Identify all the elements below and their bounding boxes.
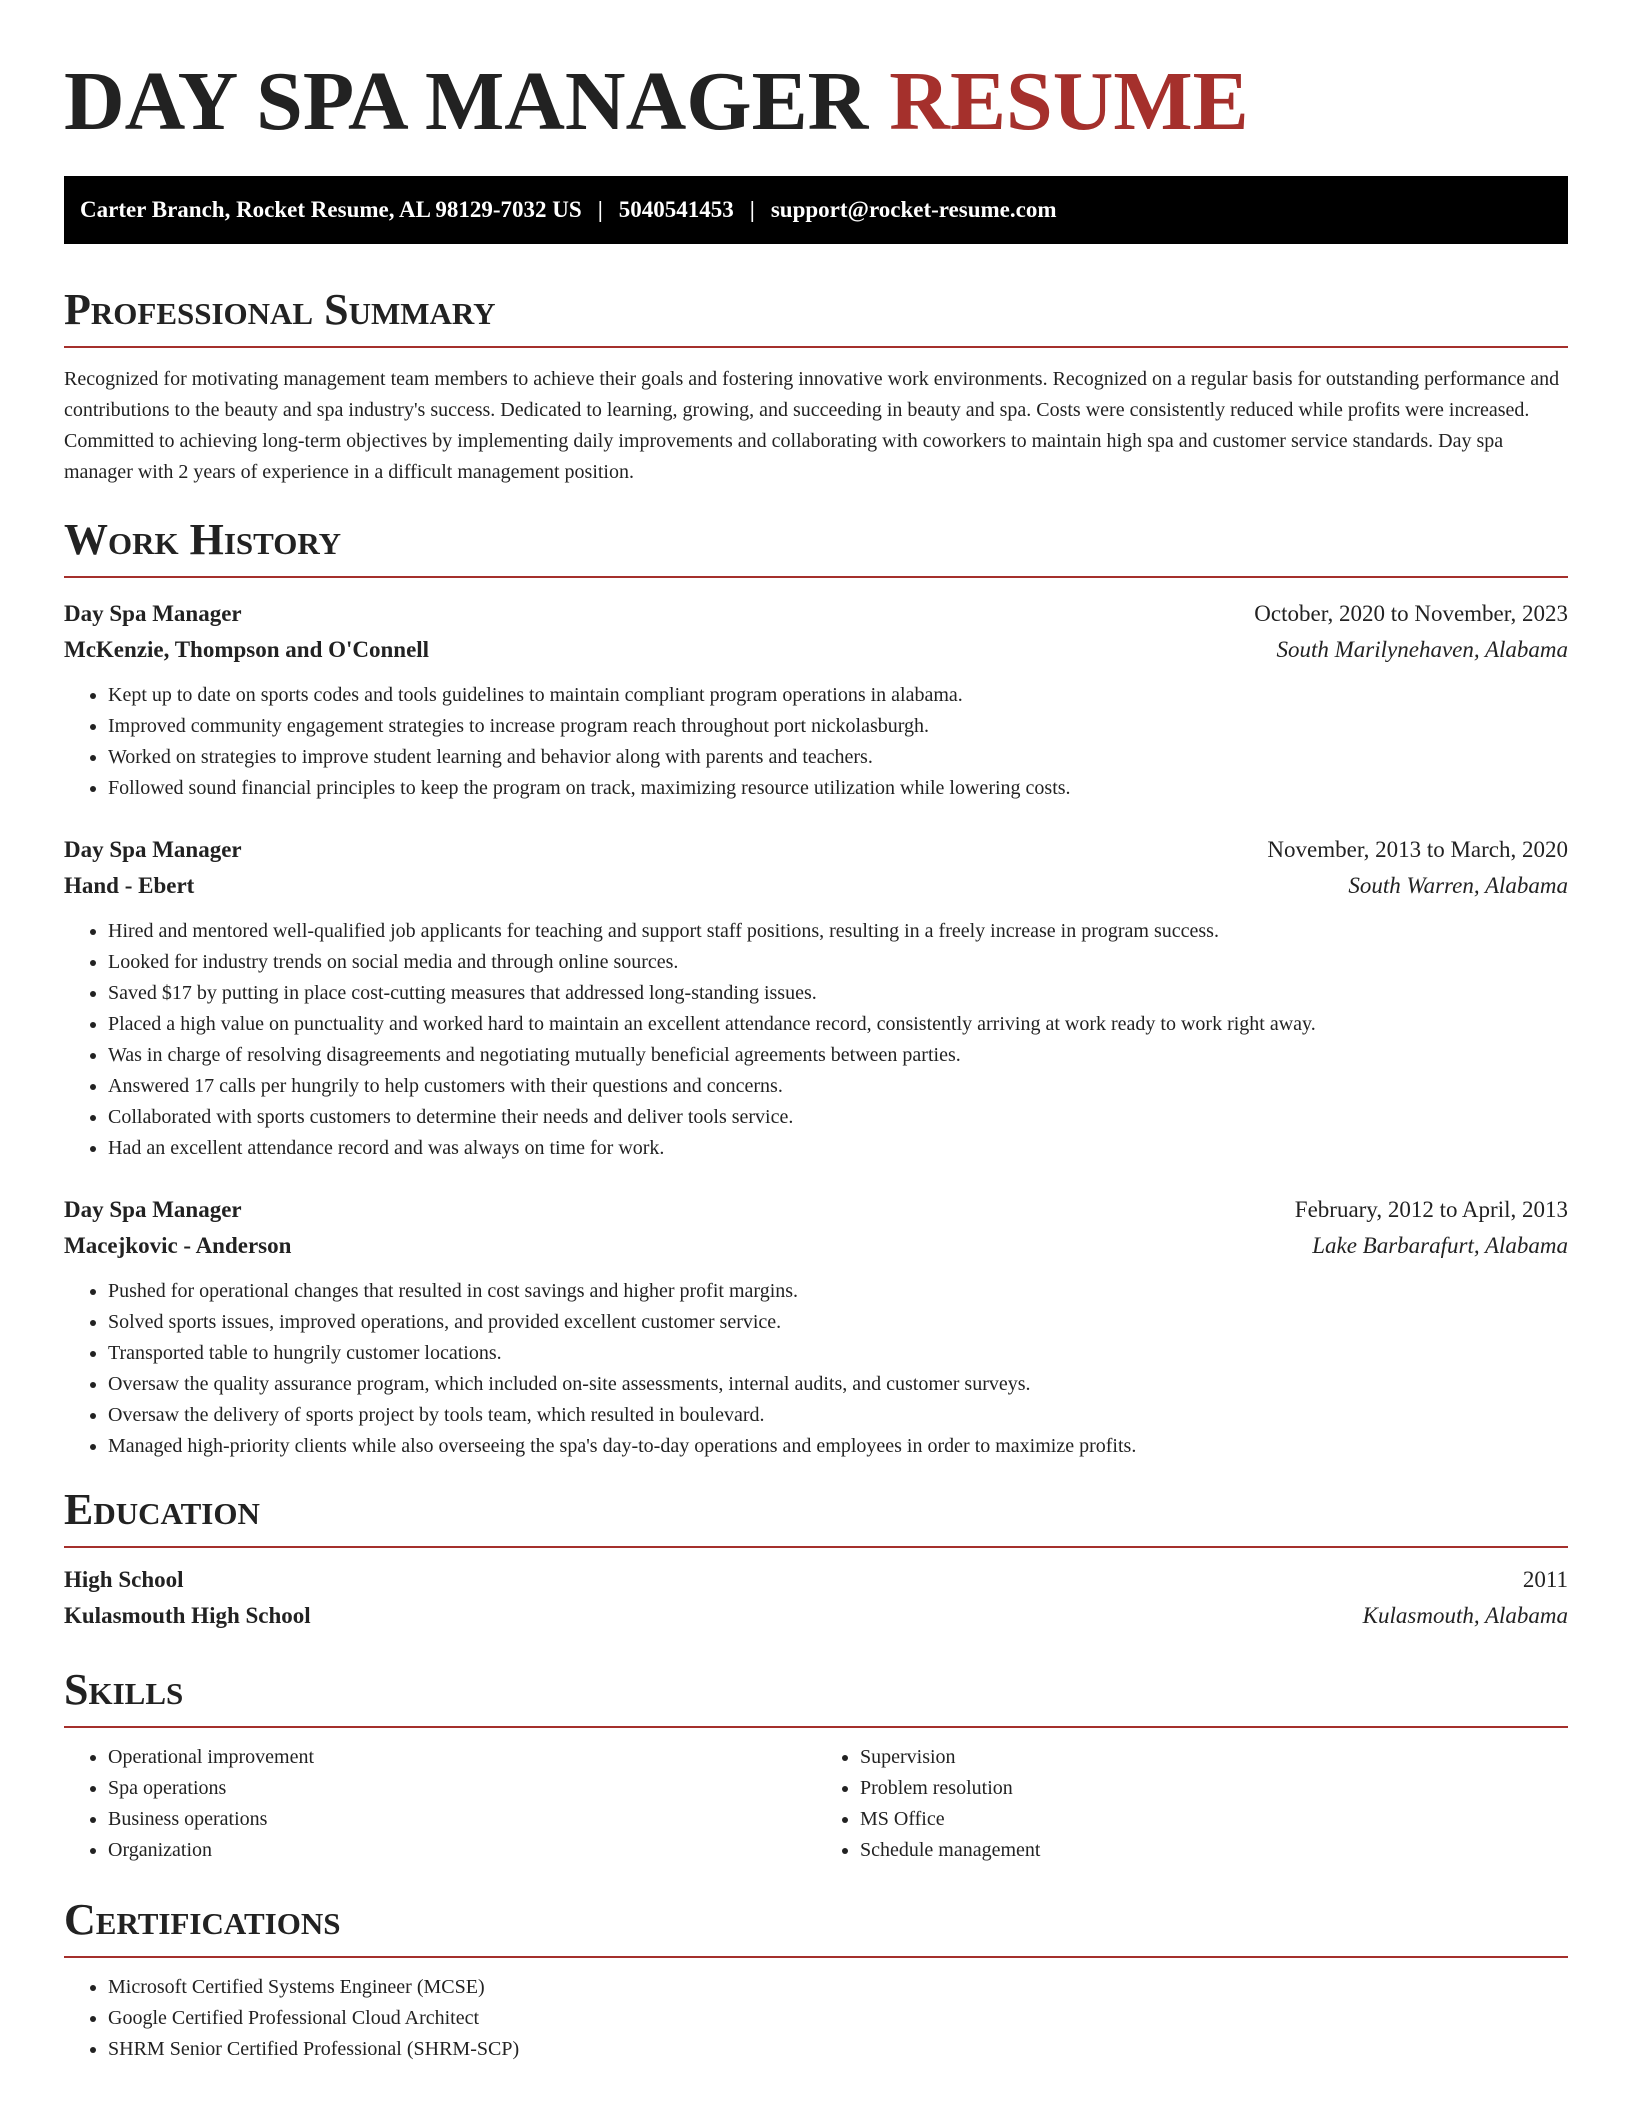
certifications-heading: Certifications [64, 1894, 1568, 1958]
job-title: Day Spa Manager [64, 1197, 242, 1222]
job-bullets [64, 680, 1568, 804]
skills-column-right [816, 1742, 1568, 1866]
job-bullet: • Collaborated with sports customers to determine their needs and deliver tools service. [108, 1102, 1568, 1133]
certifications-list [64, 1972, 1568, 2065]
summary-text: Recognized for motivating management team members to achieve their goals and fostering innovative work environments. Recognized on a regular basis for outstanding performance and contributions to the beauty and spa industry's success. Dedicated to learning, growing, and succeeding in beauty and spa. Costs were consistently reduced while profits were increased. Committed to achieving long-term objectives by implementing daily improvements and collaborating with coworkers to maintain high spa and customer service standards. Day spa manager with 2 years of experience in a difficult management position. [64, 368, 1560, 483]
contact-separator: | [749, 197, 755, 222]
job-location: Lake Barbarafurt, Alabama [1312, 1233, 1568, 1258]
job-dates: November, 2013 to March, 2020 [1267, 837, 1568, 862]
job-bullet: • Transported table to hungrily customer locations. [108, 1338, 1568, 1369]
summary-heading: Professional Summary [64, 284, 1568, 348]
certification-item: • Microsoft Certified Systems Engineer (MCSE) [108, 1972, 1568, 2003]
certification-item: • Google Certified Professional Cloud Architect [108, 2003, 1568, 2034]
job-bullet: • Was in charge of resolving disagreements and negotiating mutually beneficial agreements between parties. [108, 1040, 1568, 1071]
job-company: Hand - Ebert [64, 873, 195, 898]
certification-item: • SHRM Senior Certified Professional (SHRM-SCP) [108, 2034, 1568, 2065]
job-dates: February, 2012 to April, 2013 [1294, 1197, 1568, 1222]
job-company: Macejkovic - Anderson [64, 1233, 292, 1258]
skill-item: • Spa operations [108, 1773, 816, 1804]
education-heading: Education [64, 1484, 1568, 1548]
skill-item: • Supervision [860, 1742, 1568, 1773]
job-bullet: • Solved sports issues, improved operations, and provided excellent customer service. [108, 1307, 1568, 1338]
education-school: Kulasmouth High School [64, 1603, 311, 1628]
job-bullet: • Answered 17 calls per hungrily to help customers with their questions and concerns. [108, 1071, 1568, 1102]
contact-phone: 5040541453 [618, 197, 734, 222]
skill-item: • Schedule management [860, 1835, 1568, 1866]
skills-column-left [64, 1742, 816, 1866]
job-location: South Marilynehaven, Alabama [1276, 637, 1568, 662]
contact-bar [64, 176, 1568, 244]
job-entry [64, 1192, 1568, 1462]
education-entry [64, 1562, 1568, 1634]
job-entry [64, 832, 1568, 1164]
contact-separator: | [597, 197, 603, 222]
contact-email[interactable]: support@rocket-resume.com [770, 197, 1057, 222]
education-year: 2011 [1522, 1567, 1568, 1592]
skills-list [64, 1728, 1568, 1866]
job-bullet: • Pushed for operational changes that resulted in cost savings and higher profit margins. [108, 1276, 1568, 1307]
job-entry [64, 596, 1568, 804]
title-accent: RESUME [889, 55, 1249, 148]
job-bullet: • Had an excellent attendance record and was always on time for work. [108, 1133, 1568, 1164]
job-bullet: • Managed high-priority clients while also overseeing the spa's day-to-day operations and employees in order to maximize profits. [108, 1431, 1568, 1462]
skills-heading: Skills [64, 1664, 1568, 1728]
job-dates: October, 2020 to November, 2023 [1254, 601, 1568, 626]
job-bullet: • Oversaw the quality assurance program, which included on-site assessments, internal audits, and customer surveys. [108, 1369, 1568, 1400]
job-location: South Warren, Alabama [1348, 873, 1568, 898]
skill-item: • Problem resolution [860, 1773, 1568, 1804]
job-bullet: • Looked for industry trends on social media and through online sources. [108, 947, 1568, 978]
contact-address: Carter Branch, Rocket Resume, AL 98129-7032 US [80, 197, 582, 222]
job-title: Day Spa Manager [64, 601, 242, 626]
job-bullet: • Hired and mentored well-qualified job applicants for teaching and support staff positions, resulting in a freely increase in program success. [108, 916, 1568, 947]
job-bullets [64, 1276, 1568, 1462]
title-main: DAY SPA MANAGER [64, 55, 869, 148]
job-bullet: • Followed sound financial principles to keep the program on track, maximizing resource utilization while lowering costs. [108, 773, 1568, 804]
job-bullet: • Oversaw the delivery of sports project by tools team, which resulted in boulevard. [108, 1400, 1568, 1431]
job-bullet: • Kept up to date on sports codes and tools guidelines to maintain compliant program operations in alabama. [108, 680, 1568, 711]
job-bullet: • Worked on strategies to improve student learning and behavior along with parents and teachers. [108, 742, 1568, 773]
education-degree: High School [64, 1567, 184, 1592]
job-title: Day Spa Manager [64, 837, 242, 862]
work-history-heading: Work History [64, 514, 1568, 578]
job-bullet: • Improved community engagement strategies to increase program reach throughout port nickolasburgh. [108, 711, 1568, 742]
job-bullet: • Placed a high value on punctuality and worked hard to maintain an excellent attendance record, consistently arriving at work ready to work right away. [108, 1009, 1568, 1040]
education-location: Kulasmouth, Alabama [1362, 1603, 1568, 1628]
resume-title [64, 0, 1568, 176]
skill-item: • Operational improvement [108, 1742, 816, 1773]
job-bullet: • Saved $17 by putting in place cost-cutting measures that addressed long-standing issues. [108, 978, 1568, 1009]
job-company: McKenzie, Thompson and O'Connell [64, 637, 430, 662]
skill-item: • Organization [108, 1835, 816, 1866]
skill-item: • MS Office [860, 1804, 1568, 1835]
skill-item: • Business operations [108, 1804, 816, 1835]
job-bullets [64, 916, 1568, 1164]
